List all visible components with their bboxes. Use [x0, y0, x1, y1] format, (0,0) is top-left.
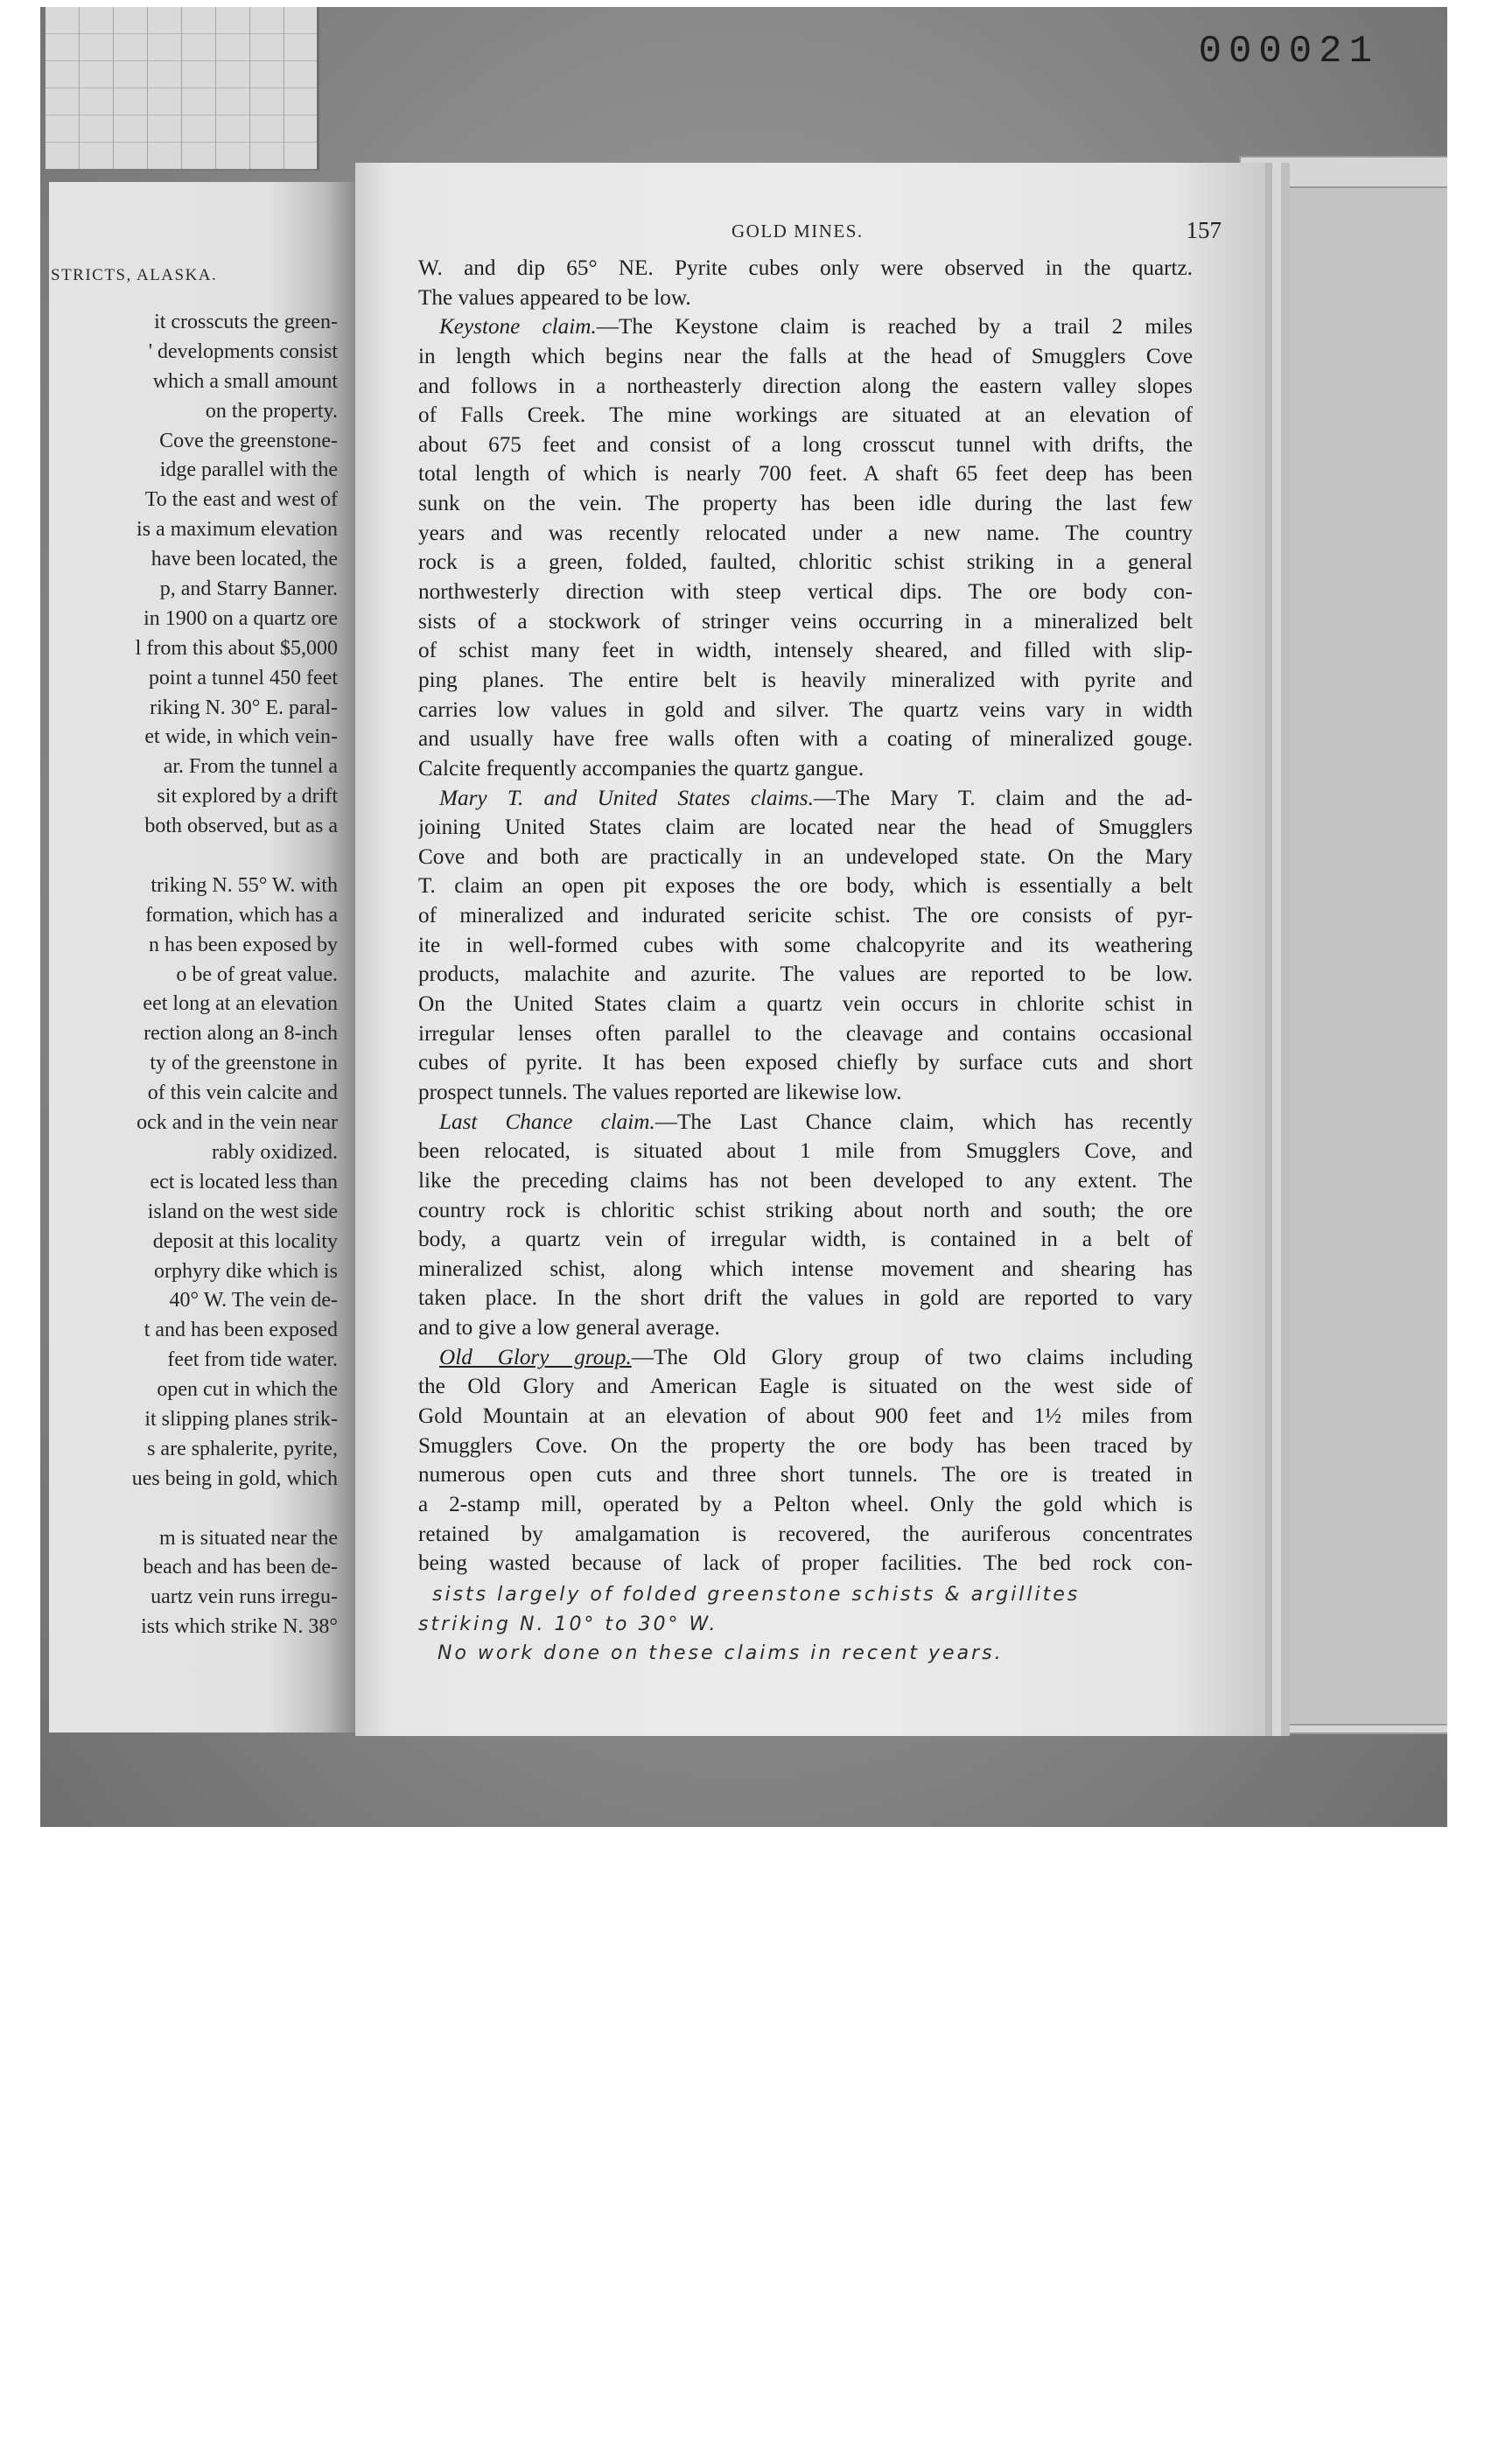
- left-text-line: on the property.: [205, 399, 338, 423]
- body-text-span: sunk on the vein. The property has been idle during the last few: [418, 492, 1193, 516]
- body-text-line: [418, 990, 1193, 1019]
- left-text-line: in 1900 on a quartz ore: [144, 606, 338, 630]
- left-text-line: Cove the greenstone-: [159, 429, 338, 452]
- body-text-span: ite in well-formed cubes with some chalcopyrite and its weathering: [418, 933, 1193, 957]
- left-text-line: o be of great value.: [176, 962, 338, 986]
- left-text-line: triking N. 55° W. with: [150, 873, 338, 897]
- left-text-line: orphyry dike which is: [154, 1259, 338, 1283]
- handwritten-line: sists largely of folded greenstone schists & argillites: [432, 1584, 1081, 1606]
- body-text-span: and usually have free walls often with a coating of mineralized gouge.: [418, 727, 1193, 752]
- left-text-line: idge parallel with the: [159, 458, 338, 482]
- body-text-line: [418, 1255, 1193, 1284]
- body-text-line: [418, 960, 1193, 990]
- body-text-span: been relocated, is situated about 1 mile from Smugglers Cove, and: [418, 1139, 1193, 1164]
- body-text-line: [418, 1490, 1193, 1520]
- left-text-line: 40° W. The vein de-: [169, 1289, 338, 1312]
- left-text-line: island on the west side: [147, 1200, 338, 1223]
- body-text-line: [418, 901, 1193, 931]
- body-text-line: [418, 489, 1193, 519]
- body-text-span: retained by amalgamation is recovered, the auriferous concentrates: [418, 1522, 1193, 1546]
- body-text-span: Gold Mountain at an elevation of about 900 feet and 1½ miles from: [418, 1404, 1193, 1428]
- body-text-span: years and was recently relocated under a new name. The country: [418, 521, 1193, 545]
- body-text-line: [418, 931, 1193, 961]
- left-text-line: uartz vein runs irregu-: [150, 1586, 338, 1609]
- body-text-span: The values appeared to be low.: [418, 285, 691, 310]
- body-text-span: sists of a stockwork of stringer veins occurring in a mineralized belt: [418, 609, 1193, 634]
- body-text-span: and to give a low general average.: [418, 1316, 720, 1340]
- left-text-line: rably oxidized.: [212, 1140, 338, 1164]
- left-text-line: et wide, in which vein-: [144, 725, 338, 749]
- body-text-line: [418, 430, 1193, 460]
- handwritten-note: [418, 1580, 1080, 1669]
- body-text-line: [418, 1196, 1193, 1226]
- body-text-span: Calcite frequently accompanies the quartz gangue.: [418, 756, 864, 780]
- left-text-line: it crosscuts the green-: [154, 311, 338, 333]
- body-text-line: [418, 666, 1193, 696]
- body-text-span: products, malachite and azurite. The values are reported to be low.: [418, 962, 1193, 987]
- body-text-line: [418, 636, 1193, 666]
- body-text-span: —The Old Glory group of two claims including: [631, 1345, 1193, 1369]
- body-text-line: [418, 1019, 1193, 1049]
- body-text-span: of schist many feet in width, intensely sheared, and filled with slip-: [418, 639, 1193, 663]
- body-text-line: [418, 372, 1193, 402]
- document-number: 000021: [1198, 30, 1379, 74]
- left-text-line: ues being in gold, which: [131, 1466, 338, 1490]
- body-text-span: —The Keystone claim is reached by a trail 2 miles: [596, 315, 1193, 340]
- handwritten-line: No work done on these claims in recent years.: [438, 1642, 1004, 1665]
- claim-heading: Last Chance claim.: [439, 1110, 655, 1134]
- body-text-span: rock is a green, folded, faulted, chloritic schist striking in a general: [418, 550, 1193, 575]
- left-page: [49, 182, 355, 1732]
- body-text-line: [418, 1137, 1193, 1166]
- body-text-span: the Old Glory and American Eagle is situated on the west side of: [418, 1375, 1193, 1399]
- body-text-line: [418, 519, 1193, 549]
- left-text-line: ty of the greenstone in: [150, 1052, 338, 1075]
- left-text-line: To the east and west of: [144, 488, 338, 512]
- left-text-line: deposit at this locality: [152, 1229, 338, 1253]
- body-text-span: about 675 feet and consist of a long crosscut tunnel with drifts, the: [418, 432, 1193, 457]
- body-text-line: [418, 312, 1193, 342]
- body-text-line: [418, 1432, 1193, 1461]
- body-text-line: [418, 754, 1193, 784]
- body-text-span: of Falls Creek. The mine workings are situated at an elevation of: [418, 403, 1193, 428]
- body-text-span: prospect tunnels. The values reported are likewise low.: [418, 1080, 902, 1104]
- body-text-line: [418, 696, 1193, 725]
- left-text-line: both observed, but as a: [144, 815, 338, 838]
- left-text-line: feet from tide water.: [167, 1348, 338, 1372]
- left-text-line: open cut in which the: [157, 1378, 338, 1402]
- left-text-line: eet long at an elevation: [143, 992, 338, 1016]
- body-text-span: country rock is chloritic schist striking about north and south; the ore: [418, 1198, 1193, 1222]
- body-text-line: [418, 1520, 1193, 1550]
- body-text-line: [418, 401, 1193, 430]
- left-text-line: n has been exposed by: [149, 933, 338, 956]
- body-text-line: [418, 1284, 1193, 1313]
- left-text-line: l from this about $5,000: [135, 636, 338, 660]
- left-text-line: m is situated near the: [159, 1526, 338, 1550]
- body-text-span: northwesterly direction with steep vertical dips. The ore body con-: [418, 580, 1193, 605]
- left-page-header: STRICTS, ALASKA.: [51, 266, 218, 284]
- left-text-line: ' developments consist: [148, 340, 338, 363]
- handwritten-line: striking N. 10° to 30° W.: [418, 1613, 718, 1635]
- body-text-line: [418, 872, 1193, 901]
- claim-heading: Keystone claim.: [439, 315, 597, 340]
- body-text-line: [418, 607, 1193, 637]
- body-text-line: [418, 1402, 1193, 1432]
- body-text-line: [418, 1108, 1193, 1138]
- photocopy-scan: [40, 7, 1447, 1827]
- body-text-span: like the preceding claims has not been developed to any extent. The: [418, 1168, 1193, 1193]
- left-text-line: have been located, the: [150, 548, 338, 571]
- body-text-line: [418, 548, 1193, 578]
- body-text-span: —The Last Chance claim, which has recently: [654, 1110, 1193, 1134]
- body-text-line: [418, 784, 1193, 814]
- body-text-line: [418, 1460, 1193, 1490]
- body-text-line: [418, 843, 1193, 872]
- body-text-line: [418, 578, 1193, 607]
- body-text-line: [418, 1078, 1193, 1108]
- left-text-line: [49, 1494, 338, 1524]
- body-text-line: [418, 254, 1193, 284]
- body-text-line: [418, 1343, 1193, 1373]
- body-text-line: [418, 724, 1193, 754]
- body-text-line: [418, 1549, 1193, 1578]
- left-text-line: it slipping planes strik-: [144, 1407, 338, 1431]
- left-text-line: which a small amount: [152, 369, 338, 393]
- body-text-line: [418, 1313, 1193, 1343]
- body-text-span: irregular lenses often parallel to the cleavage and contains occasional: [418, 1021, 1193, 1046]
- body-text-span: taken place. In the short drift the values in gold are reported to vary: [418, 1286, 1193, 1311]
- left-text-line: ect is located less than: [150, 1170, 338, 1194]
- left-text-line: ar. From the tunnel a: [163, 755, 338, 779]
- left-text-line: p, and Starry Banner.: [159, 578, 338, 601]
- body-text-span: T. claim an open pit exposes the ore body, which is essentially a belt: [418, 874, 1193, 899]
- left-text-line: point a tunnel 450 feet: [149, 666, 338, 690]
- body-text-line: [418, 1372, 1193, 1402]
- page-number: 157: [1186, 217, 1222, 243]
- left-text-line: of this vein calcite and: [147, 1082, 338, 1105]
- claim-heading: Old Glory group.: [439, 1345, 632, 1369]
- left-text-line: ock and in the vein near: [136, 1111, 338, 1135]
- body-text-span: in length which begins near the falls at the head of Smugglers Cove: [418, 344, 1193, 368]
- body-text-span: ping planes. The entire belt is heavily mineralized with pyrite and: [418, 668, 1193, 692]
- left-text-line: is a maximum elevation: [136, 518, 338, 542]
- body-text-line: [418, 1048, 1193, 1078]
- left-text-line: s are sphalerite, pyrite,: [147, 1437, 338, 1460]
- body-text-span: body, a quartz vein of irregular width, is contained in a belt of: [418, 1228, 1193, 1252]
- body-text-line: [418, 459, 1193, 489]
- body-text-line: [418, 1225, 1193, 1255]
- paper-sheet-middle: [1260, 186, 1447, 1726]
- body-text-span: total length of which is nearly 700 feet. A shaft 65 feet deep has been: [418, 462, 1193, 486]
- body-text-line: [418, 813, 1193, 843]
- page-body-text: [418, 254, 1193, 1578]
- right-page: [355, 163, 1272, 1736]
- body-text-span: of mineralized and indurated sericite schist. The ore consists of pyr-: [418, 904, 1193, 928]
- claim-heading: Mary T. and United States claims.: [439, 786, 814, 810]
- left-text-line: [49, 842, 338, 872]
- body-text-span: mineralized schist, along which intense movement and shearing has: [418, 1256, 1193, 1281]
- body-text-span: and follows in a northeasterly direction along the eastern valley slopes: [418, 374, 1193, 398]
- body-text-span: numerous open cuts and three short tunnels. The ore is treated in: [418, 1463, 1193, 1488]
- body-text-line: [418, 342, 1193, 372]
- body-text-line: [418, 1166, 1193, 1196]
- left-text-line: t and has been exposed: [144, 1319, 338, 1342]
- left-text-line: ists which strike N. 38°: [141, 1615, 338, 1639]
- left-text-line: formation, which has a: [145, 903, 338, 927]
- body-text-span: joining United States claim are located near the head of Smugglers: [418, 816, 1193, 840]
- body-text-span: Cove and both are practically in an undeveloped state. On the Mary: [418, 844, 1193, 869]
- body-text-span: carries low values in gold and silver. The quartz veins vary in width: [418, 697, 1193, 722]
- body-text-span: being wasted because of lack of proper facilities. The bed rock con-: [418, 1551, 1193, 1576]
- body-text-span: a 2-stamp mill, operated by a Pelton wheel. Only the gold which is: [418, 1492, 1193, 1516]
- body-text-span: W. and dip 65° NE. Pyrite cubes only were observed in the quartz.: [418, 256, 1193, 280]
- map-fragment: [46, 7, 319, 171]
- left-text-line: beach and has been de-: [143, 1556, 338, 1579]
- body-text-line: [418, 284, 1193, 313]
- body-text-span: —The Mary T. claim and the ad-: [813, 786, 1193, 810]
- body-text-span: On the United States claim a quartz vein occurs in chlorite schist in: [418, 992, 1193, 1017]
- running-head: GOLD MINES.: [732, 220, 864, 242]
- left-text-line: riking N. 30° E. paral-: [150, 696, 338, 719]
- body-text-span: cubes of pyrite. It has been exposed chiefly by surface cuts and short: [418, 1051, 1193, 1075]
- left-text-line: sit explored by a drift: [157, 785, 338, 808]
- left-page-text: [49, 308, 338, 1642]
- left-text-line: rection along an 8-inch: [144, 1022, 338, 1046]
- body-text-span: Smugglers Cove. On the property the ore body has been traced by: [418, 1433, 1193, 1458]
